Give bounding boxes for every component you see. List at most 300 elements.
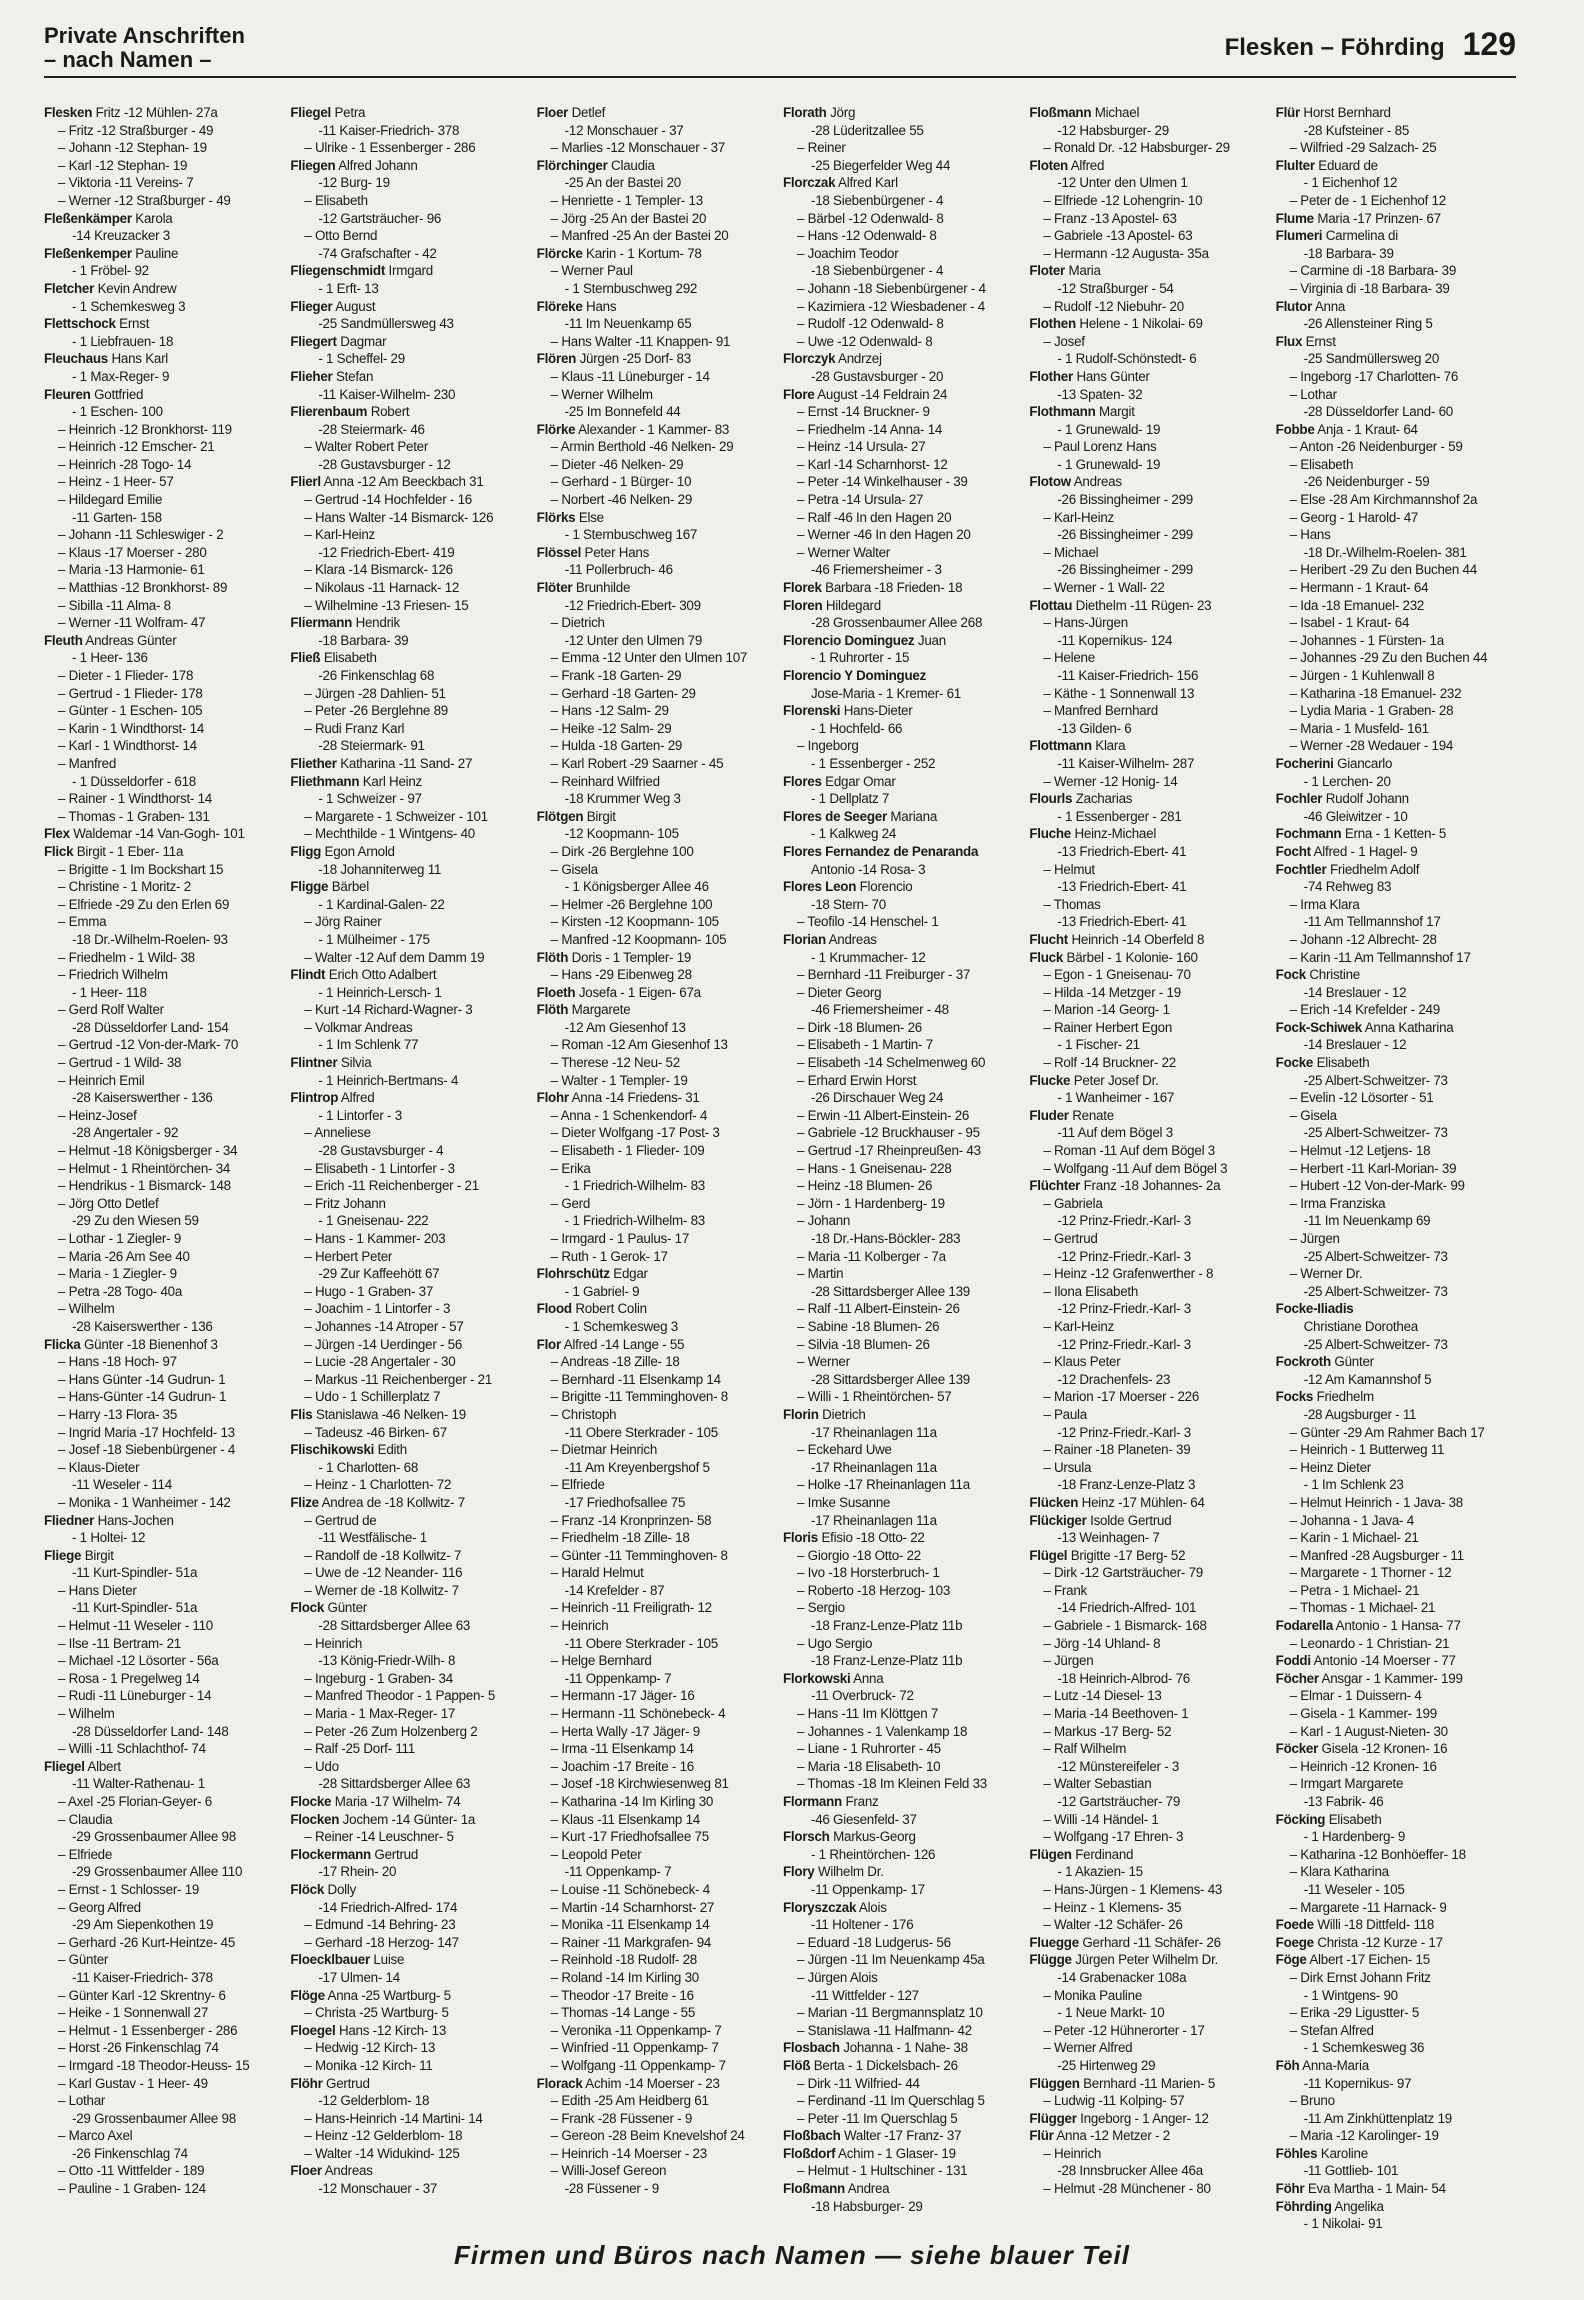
directory-line [290, 456, 530, 474]
entry-text: – Walter Sebastian [1043, 1776, 1152, 1792]
entry-text: Anna -12 Am Beeckbach 31 [323, 474, 484, 490]
entry-text: – Margarete - 1 Thorner - 12 [1289, 1565, 1452, 1581]
entry-text: – Hans - 1 Kammer- 203 [304, 1231, 446, 1246]
directory-line [44, 1230, 284, 1248]
entry-text: – Hans -29 Eibenweg 28 [550, 967, 692, 983]
surname: Föcher [1275, 1670, 1319, 1686]
entry-text: -28 Gustavsburger - 12 [318, 456, 451, 472]
entry-text: – Roland -14 Im Kirling 30 [550, 1969, 699, 1985]
directory-line [290, 1424, 530, 1442]
entry-text: – Lucie -28 Angertaler - 30 [304, 1354, 456, 1370]
entry-text: – Willi -11 Schlachthof- 74 [58, 1741, 206, 1757]
directory-line [537, 1652, 777, 1670]
directory-line [1276, 122, 1516, 140]
directory-line [1029, 544, 1269, 562]
entry-text: Katharina -11 Sand- 27 [340, 755, 473, 771]
directory-line [1029, 667, 1269, 685]
entry-text: - 1 Holtei- 12 [72, 1530, 146, 1546]
entry-text: Robert Colin [575, 1301, 647, 1317]
directory-line [1276, 2022, 1516, 2040]
entry-text: - 1 Kardinal-Galen- 22 [318, 896, 445, 912]
directory-line [537, 2180, 777, 2198]
directory-line [1029, 1775, 1269, 1793]
entry-text: Dietrich [822, 1406, 866, 1422]
entry-text: – Holke -17 Rheinanlagen 11a [796, 1477, 970, 1493]
surname: Flössel [536, 544, 582, 560]
entry-text: Jochem -14 Günter- 1a [342, 1811, 476, 1827]
entry-text: -28 Angertaler - 92 [72, 1125, 179, 1141]
entry-text: – Walter Robert Peter [304, 439, 429, 455]
entry-text: – Hermann -17 Jäger- 16 [550, 1688, 695, 1704]
surname-entry [1276, 2180, 1516, 2198]
entry-text: - 1 Friedrich-Wilhelm- 83 [564, 1178, 705, 1194]
directory-line [1276, 685, 1516, 703]
directory-line [537, 667, 777, 685]
entry-text: – Franz -14 Kronprinzen- 58 [550, 1512, 712, 1528]
entry-text: Birgit - 1 Eber- 11a [76, 843, 184, 859]
entry-text: – Hans -12 Salm- 29 [550, 703, 669, 719]
directory-line [537, 1476, 777, 1494]
surname: Flöhr [290, 2075, 323, 2091]
surname-entry [783, 878, 1023, 896]
entry-text: – Heinrich -12 Kronen- 16 [1289, 1758, 1437, 1774]
entry-text: - 1 Lerchen- 20 [1303, 773, 1391, 789]
directory-line [783, 1230, 1023, 1248]
directory-line [1029, 1740, 1269, 1758]
entry-text: -11 Oppenkamp- 7 [564, 1864, 672, 1880]
entry-text: – Josef -18 Kirchwiesenweg 81 [550, 1776, 729, 1792]
surname: Fliegenschmidt [290, 263, 386, 279]
entry-text: - 1 Sternbuschweg 167 [564, 527, 698, 543]
entry-text: – Maria -26 Am See 40 [58, 1248, 190, 1264]
surname-entry [537, 104, 777, 122]
directory-line [290, 1001, 530, 1019]
entry-text: Andreas [828, 931, 877, 947]
directory-line [537, 931, 777, 949]
directory-line [537, 1705, 777, 1723]
entry-text: Josefa - 1 Eigen- 67a [578, 984, 701, 1000]
directory-line [537, 1617, 777, 1635]
entry-text: – Hans [1289, 527, 1331, 543]
surname: Florsch [782, 1829, 830, 1845]
surname: Flocke [290, 1794, 332, 1809]
surname-entry [290, 1441, 530, 1459]
entry-text: – Werner -46 In den Hagen 20 [796, 527, 971, 543]
entry-text: - 1 Dellplatz 7 [810, 791, 890, 807]
directory-line [537, 1512, 777, 1530]
directory-line [1029, 509, 1269, 527]
entry-text: -29 Am Siepenkothen 19 [72, 1917, 214, 1933]
directory-line [537, 2110, 777, 2128]
entry-text: - 1 Rudolf-Schönstedt- 6 [1057, 351, 1197, 367]
directory-line [1276, 139, 1516, 157]
entry-text: -28 Düsseldorfer Land- 154 [72, 1019, 229, 1035]
surname-entry [290, 333, 530, 351]
entry-text: - 1 Eschen- 100 [72, 404, 163, 420]
directory-line [537, 491, 777, 509]
surname-entry [1029, 473, 1269, 491]
surname-entry [783, 1863, 1023, 1881]
directory-line [1276, 350, 1516, 368]
entry-text: – Frank [1043, 1582, 1087, 1598]
entry-text: -11 Garten- 158 [72, 509, 162, 525]
directory-line [537, 1564, 777, 1582]
entry-text: – Jörg Otto Detlef [58, 1195, 159, 1211]
entry-text: – Manfred -12 Koopmann- 105 [550, 931, 727, 947]
directory-line [783, 1635, 1023, 1653]
directory-line [1276, 2092, 1516, 2110]
surname-entry [1276, 421, 1516, 439]
entry-text: -13 Friedrich-Ebert- 41 [1057, 914, 1187, 930]
entry-text: Carmelina di [1325, 228, 1398, 244]
directory-line [1029, 913, 1269, 931]
entry-text: – Fritz -12 Straßburger - 49 [58, 122, 214, 138]
surname: Foddi [1275, 1653, 1311, 1669]
entry-text: – Hilda -14 Metzger - 19 [1043, 984, 1181, 1000]
directory-line [290, 1723, 530, 1741]
entry-text: Horst Bernhard [1303, 105, 1391, 120]
surname-entry [1029, 949, 1269, 967]
directory-line [1029, 1336, 1269, 1354]
directory-line [44, 1300, 284, 1318]
entry-text: – Hans-Heinrich -14 Martini- 14 [304, 2110, 483, 2126]
entry-text: - 1 Hochfeld- 66 [810, 720, 903, 736]
directory-line [44, 1987, 284, 2005]
directory-line [44, 1652, 284, 1670]
directory-line [1029, 720, 1269, 738]
surname-entry [537, 808, 777, 826]
directory-line [1276, 1318, 1516, 1336]
entry-text: – Petra - 1 Michael- 21 [1289, 1582, 1420, 1598]
entry-text: – Ida -18 Emanuel- 232 [1289, 597, 1425, 613]
directory-line [537, 1775, 777, 1793]
entry-text: – Josef [1043, 333, 1085, 349]
directory-line [537, 1160, 777, 1178]
directory-line [537, 1406, 777, 1424]
entry-text: – Heinz Dieter [1289, 1459, 1371, 1475]
entry-text: - 1 Düsseldorfer - 618 [72, 773, 196, 789]
directory-line [1029, 1476, 1269, 1494]
entry-text: Anna-Maria [1302, 2057, 1369, 2073]
directory-line [44, 579, 284, 597]
entry-text: – Günter -11 Temminghoven- 8 [550, 1547, 728, 1563]
surname-entry [44, 1336, 284, 1354]
entry-text: Diethelm -11 Rügen- 23 [1075, 597, 1212, 613]
surname: Flormann [782, 1794, 842, 1809]
surname: Floter [1029, 263, 1066, 279]
directory-line [290, 350, 530, 368]
surname-entry [1276, 1652, 1516, 1670]
directory-line [290, 1916, 530, 1934]
entry-text: Margarete [571, 1002, 631, 1018]
directory-line [290, 1036, 530, 1054]
surname-entry [1029, 1547, 1269, 1565]
entry-text: - 1 Charlotten- 68 [318, 1459, 419, 1475]
entry-text: -11 Oppenkamp- 7 [564, 1670, 672, 1686]
entry-text: Alfred [340, 1090, 375, 1106]
directory-line [290, 1512, 530, 1530]
entry-text: – Johanna - 1 Java- 4 [1289, 1512, 1414, 1528]
entry-text: Doris - 1 Templer- 19 [571, 949, 692, 965]
directory-line [537, 1019, 777, 1037]
entry-text: – Karin -11 Am Tellmannshof 17 [1289, 949, 1471, 965]
entry-text: -11 Kurt-Spindler- 51a [72, 1600, 198, 1616]
directory-line [537, 913, 777, 931]
directory-line [783, 561, 1023, 579]
directory-line [1029, 350, 1269, 368]
entry-text: – Marian -11 Bergmannsplatz 10 [796, 2005, 983, 2021]
surname-entry [1276, 1670, 1516, 1688]
directory-line [44, 1142, 284, 1160]
entry-text: – Irma -11 Elsenkamp 14 [550, 1741, 694, 1757]
surname-entry [783, 104, 1023, 122]
entry-text: – Lothar - 1 Ziegler- 9 [58, 1231, 182, 1246]
directory-line [783, 1195, 1023, 1213]
directory-line [537, 1863, 777, 1881]
directory-line [44, 1388, 284, 1406]
surname-entry [1276, 1934, 1516, 1952]
surname-entry [783, 386, 1023, 404]
directory-line [1276, 1265, 1516, 1283]
directory-line [1276, 473, 1516, 491]
directory-line [1029, 386, 1269, 404]
surname: Flöck [290, 1881, 325, 1897]
directory-column-5 [1029, 104, 1269, 2228]
directory-line [44, 667, 284, 685]
entry-text: – Hermann -11 Schönebeck- 4 [550, 1706, 726, 1722]
surname-entry [290, 1987, 530, 2005]
entry-text: – Veronika -11 Oppenkamp- 7 [550, 2022, 722, 2038]
entry-text: – Peter -14 Winkelhauser - 39 [796, 474, 968, 490]
directory-line [44, 649, 284, 667]
entry-text: Florencio [859, 879, 913, 895]
entry-text: – Christa -25 Wartburg- 5 [304, 2005, 449, 2021]
directory-line [537, 896, 777, 914]
surname: Flother [1029, 368, 1073, 384]
directory-line [1276, 544, 1516, 562]
entry-text: – Sergio [796, 1600, 845, 1616]
entry-text: Stanislawa -46 Nelken- 19 [315, 1406, 466, 1422]
directory-line [1276, 1564, 1516, 1582]
directory-line [1029, 1617, 1269, 1635]
entry-text: – Monika - 1 Wanheimer - 142 [58, 1494, 231, 1510]
surname-entry [783, 843, 1023, 861]
directory-line [1029, 1670, 1269, 1688]
directory-line [44, 157, 284, 175]
directory-line [1029, 1899, 1269, 1917]
entry-text: Edgar [613, 1266, 648, 1282]
directory-line [44, 174, 284, 192]
entry-text: – Manfred [58, 755, 117, 771]
directory-line [44, 1916, 284, 1934]
entry-text: – Heike -12 Salm- 29 [550, 720, 672, 736]
directory-line [1029, 896, 1269, 914]
directory-line [1029, 2162, 1269, 2180]
surname-entry [1029, 403, 1269, 421]
directory-line [537, 2039, 777, 2057]
entry-text: -11 Im Neuenkamp 69 [1303, 1213, 1431, 1229]
entry-text: – Bernhard -11 Elsenkamp 14 [550, 1371, 721, 1387]
entry-text: Peter Josef Dr. [1073, 1072, 1159, 1088]
entry-text: – Reinhard Wilfried [550, 773, 660, 789]
entry-text: -25 Albert-Schweitzer- 73 [1303, 1125, 1448, 1141]
directory-line [1276, 1529, 1516, 1547]
surname-entry [1029, 597, 1269, 615]
entry-text: Margit [1098, 404, 1135, 420]
entry-text: Walter -17 Franz- 37 [843, 2128, 962, 2144]
entry-text: – Johann [796, 1213, 851, 1229]
surname-entry [44, 104, 284, 122]
directory-line [783, 1318, 1023, 1336]
entry-text: - 1 Schemkesweg 3 [564, 1318, 678, 1334]
directory-line [783, 1547, 1023, 1565]
surname-entry [290, 368, 530, 386]
entry-text: Hans -12 Kirch- 13 [338, 2022, 447, 2038]
surname: Floegel [290, 2022, 336, 2038]
surname: Flüggen [1029, 2075, 1080, 2091]
directory-line [1276, 949, 1516, 967]
directory-line [1029, 227, 1269, 245]
directory-line [290, 2039, 530, 2057]
directory-line [44, 1072, 284, 1090]
surname-entry [1029, 825, 1269, 843]
directory-line [290, 526, 530, 544]
entry-text: – Johannes - 1 Valenkamp 18 [796, 1723, 968, 1739]
entry-text: – Marlies -12 Monschauer - 37 [550, 140, 726, 156]
directory-line [290, 509, 530, 527]
entry-text: – Irma Franziska [1289, 1195, 1386, 1211]
entry-text: – Jörg Rainer [304, 914, 382, 930]
entry-text: – Elisabeth [304, 192, 368, 208]
directory-line [290, 1160, 530, 1178]
directory-line [44, 1775, 284, 1793]
directory-line [44, 1248, 284, 1266]
entry-text: -29 Grossenbaumer Allee 98 [72, 2110, 236, 2126]
directory-line [290, 2180, 530, 2198]
directory-line [783, 2004, 1023, 2022]
directory-line [1029, 1283, 1269, 1301]
entry-text: – Thomas - 1 Michael- 21 [1289, 1600, 1436, 1616]
entry-text: -11 Kaiser-Friedrich- 156 [1057, 668, 1199, 683]
directory-line [537, 614, 777, 632]
entry-text: - 1 Kalkweg 24 [810, 826, 897, 842]
directory-line [1276, 720, 1516, 738]
directory-line [44, 614, 284, 632]
surname-entry [783, 931, 1023, 949]
entry-text: – Klaus-Dieter [58, 1459, 140, 1475]
directory-line [44, 1265, 284, 1283]
entry-text: – Thomas - 1 Graben- 131 [58, 808, 210, 824]
surname: Flesken [44, 105, 93, 120]
entry-text: Gertrud [374, 1846, 419, 1862]
directory-line [1276, 1107, 1516, 1125]
surname-entry [1276, 333, 1516, 351]
directory-line [1276, 2039, 1516, 2057]
entry-text: Fritz -12 Mühlen- 27a [95, 105, 218, 120]
directory-line [44, 1811, 284, 1829]
directory-line [1029, 1142, 1269, 1160]
section-title-line2: – nach Namen – [44, 47, 212, 72]
directory-line [1029, 649, 1269, 667]
directory-line [1029, 1916, 1269, 1934]
entry-text: – Willi - 1 Rheintörchen- 57 [796, 1389, 952, 1405]
entry-text: -28 Gustavsburger - 20 [810, 368, 944, 384]
entry-text: -14 Friedrich-Alfred- 101 [1057, 1600, 1197, 1616]
directory-line [44, 2145, 284, 2163]
entry-text: -18 Stern- 70 [810, 896, 886, 912]
directory-line [1276, 526, 1516, 544]
entry-text: - 1 Königsberger Allee 46 [564, 879, 709, 895]
entry-text: – Käthe - 1 Sonnenwall 13 [1043, 685, 1195, 701]
entry-text: -28 Kaiserswerther - 136 [72, 1090, 213, 1106]
directory-line [1276, 1459, 1516, 1477]
directory-line [783, 1723, 1023, 1741]
directory-line [44, 1951, 284, 1969]
directory-line [537, 1635, 777, 1653]
directory-line [537, 2145, 777, 2163]
directory-line [290, 1775, 530, 1793]
entry-text: – Walter -12 Auf dem Damm 19 [304, 949, 485, 965]
directory-line [783, 544, 1023, 562]
entry-text: – Liane - 1 Ruhrorter - 45 [796, 1741, 941, 1757]
entry-text: - 1 Heer- 136 [72, 650, 148, 666]
entry-text: - 1 Grunewald- 19 [1057, 456, 1161, 472]
entry-text: Birgit [84, 1547, 114, 1563]
directory-line [783, 1001, 1023, 1019]
surname: Floryszczak [782, 1899, 857, 1915]
entry-text: -18 Barbara- 39 [318, 632, 409, 648]
entry-text: – Volkmar Andreas [304, 1019, 413, 1035]
directory-line [1276, 2127, 1516, 2145]
entry-text: – Hendrikus - 1 Bismarck- 148 [58, 1178, 231, 1194]
entry-text: -28 Innsbrucker Allee 46a [1057, 2163, 1203, 2179]
directory-line [1029, 1987, 1269, 2005]
entry-text: - 1 Erft- 13 [318, 280, 379, 296]
surname-entry [1029, 104, 1269, 122]
surname-entry [783, 632, 1023, 650]
surname-entry [290, 755, 530, 773]
entry-text: Gerhard -11 Schäfer- 26 [1082, 1934, 1221, 1950]
surname: Flieher [290, 368, 333, 384]
directory-line [44, 1617, 284, 1635]
entry-text: -11 Kurt-Spindler- 51a [72, 1565, 198, 1581]
surname-entry [783, 1899, 1023, 1917]
directory-line [537, 1916, 777, 1934]
entry-text: – Kurt -17 Friedhofsallee 75 [550, 1829, 709, 1845]
entry-text: – Peter -12 Hühnerorter - 17 [1043, 2022, 1205, 2038]
directory-line [1029, 1828, 1269, 1846]
surname: Fleßenkemper [44, 245, 132, 261]
surname-entry [537, 949, 777, 967]
directory-line [290, 192, 530, 210]
directory-line [290, 1863, 530, 1881]
entry-text: -12 Monschauer - 37 [564, 122, 684, 138]
entry-text: – Maria -14 Beethoven- 1 [1043, 1706, 1189, 1722]
surname-entry [290, 1599, 530, 1617]
entry-text: – Elisabeth - 1 Lintorfer - 3 [304, 1160, 455, 1176]
surname: Flötgen [536, 808, 584, 824]
directory-line [1029, 1441, 1269, 1459]
entry-text: Irmgard [388, 263, 433, 279]
directory-line [783, 1036, 1023, 1054]
entry-text: August -14 Feldrain 24 [817, 386, 948, 402]
directory-line [1029, 1318, 1269, 1336]
directory-line [1029, 2180, 1269, 2198]
entry-text: – Lothar [1289, 386, 1337, 402]
surname: Flügel [1029, 1547, 1068, 1563]
directory-line [44, 403, 284, 421]
entry-text: -28 Steiermark- 46 [318, 421, 425, 437]
